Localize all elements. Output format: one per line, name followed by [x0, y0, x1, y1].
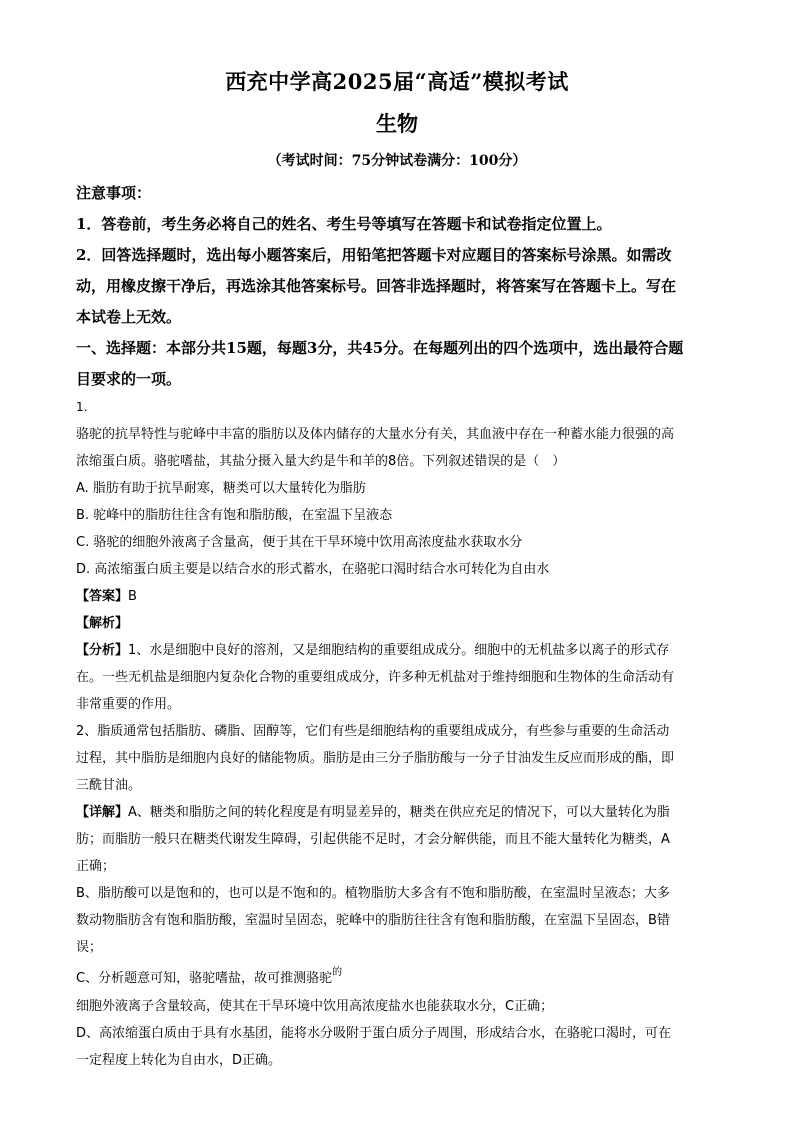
option-b: B. 驼峰中的脂肪往往含有饱和脂肪酸，在室温下呈液态	[76, 508, 393, 523]
detail-d-line-1: D、高浓缩蛋白质由于具有水基团，能将水分吸附于蛋白质分子周围，形成结合水，在骆驼口渴时，可在	[76, 1026, 672, 1041]
fenxi-label: 【分析】	[76, 643, 129, 658]
exam-title: 西充中学高2025届“高适”模拟考试	[225, 69, 569, 94]
option-d: D. 高浓缩蛋白质主要是以结合水的形式蓄水，在骆驼口渴时结合水可转化为自由水	[76, 562, 550, 577]
detail-c-line-1	[76, 965, 718, 993]
detail-a-text-1: A、糖类和脂肪之间的转化程度是有明显差异的，糖类在供应充足的情况下，可以大量转化为脂	[128, 805, 670, 820]
answer-value: B	[128, 589, 137, 604]
analysis-p1-text-1: 1、水是细胞中良好的溶剂，又是细胞结构的重要组成成分。细胞中的无机盐多以离子的形式存	[128, 643, 670, 658]
detail-b-line-3: 误；	[76, 940, 103, 955]
analysis-p2-line-2: 过程，其中脂肪是细胞内良好的储能物质。脂肪是由三分子脂肪酸与一分子甘油发生反应而形成的酯，即	[76, 751, 675, 766]
analysis-p1-line-3: 非常重要的作用。	[76, 697, 181, 712]
xiangjie-label: 【详解】	[76, 805, 129, 820]
analysis-p1-line-2: 在。一些无机盐是细胞内复杂化合物的重要组成成分，许多种无机盐对于维持细胞和生物体的生命活动有	[76, 670, 675, 685]
detail-c-superscript: 的	[332, 967, 343, 978]
analysis-p1-line-1	[76, 637, 718, 664]
answer-line	[76, 583, 718, 610]
option-a: A. 脂肪有助于抗旱耐寒，糖类可以大量转化为脂肪	[76, 481, 366, 496]
question-number: 1.	[76, 400, 88, 414]
detail-c-line-2: 细胞外液离子含量较高，使其在干旱环境中饮用高浓度盐水也能获取水分，C正确；	[76, 999, 554, 1014]
analysis-label: 【解析】	[76, 616, 129, 631]
subject-heading: 生物	[376, 111, 418, 136]
option-c: C. 骆驼的细胞外液离子含量高，便于其在干旱环境中饮用高浓度盐水获取水分	[76, 535, 523, 550]
detail-a-line-2: 肪；而脂肪一般只在糖类代谢发生障碍，引起供能不足时，才会分解供能，而且不能大量转化为糖类，A	[76, 832, 670, 847]
notice-section	[76, 178, 718, 395]
notice-item-2-line-3: 本试卷上无效。	[76, 308, 182, 326]
question-stem-line-1: 骆驼的抗旱特性与驼峰中丰富的脂肪以及体内储存的大量水分有关，其血液中存在一种蓄水能力很强的高	[76, 427, 675, 442]
answer-label: 【答案】	[76, 589, 129, 604]
notice-item-1: 1．答卷前，考生务必将自己的姓名、考生号等填写在答题卡和试卷指定位置上。	[76, 215, 612, 233]
analysis-p2-line-3: 三酰甘油。	[76, 778, 142, 793]
detail-d-line-2: 一定程度上转化为自由水，D正确。	[76, 1053, 282, 1068]
analysis-p2-line-1: 2、脂质通常包括脂肪、磷脂、固醇等，它们有些是细胞结构的重要组成成分，有些参与重要的生命活动	[76, 724, 670, 739]
notice-item-2-line-1: 2．回答选择题时，选出每小题答案后，用铅笔把答题卡对应题目的答案标号涂黑。如需改	[76, 246, 672, 264]
detail-b-line-1: B、脂肪酸可以是饱和的，也可以是不饱和的。植物脂肪大多含有不饱和脂肪酸，在室温时呈液态；大多	[76, 886, 670, 901]
section-heading-line-1: 一、选择题：本部分共15题，每题3分，共45分。在每题列出的四个选项中，选出最符合题	[76, 339, 684, 357]
question-stem-line-2: 浓缩蛋白质。骆驼嗜盐，其盐分摄入量大约是牛和羊的8倍。下列叙述错误的是（ ）	[76, 454, 566, 469]
notice-heading: 注意事项：	[76, 184, 152, 202]
detail-c-text-1: C、分析题意可知，骆驼嗜盐，故可推测骆驼	[76, 971, 333, 986]
detail-b-line-2: 数动物脂肪含有饱和脂肪酸，室温时呈固态，驼峰中的脂肪往往含有饱和脂肪酸，在室温下呈固态，B错	[76, 913, 670, 928]
section-heading-line-2: 目要求的一项。	[76, 370, 182, 388]
notice-item-2-line-2: 动，用橡皮擦干净后，再选涂其他答案标号。回答非选择题时，将答案写在答题卡上。写在	[76, 277, 677, 295]
question-1	[76, 394, 718, 1074]
detail-a-line-1	[76, 799, 718, 826]
detail-a-line-3: 正确；	[76, 859, 116, 874]
exam-info: （考试时间：75分钟试卷满分：100分）	[267, 153, 527, 169]
